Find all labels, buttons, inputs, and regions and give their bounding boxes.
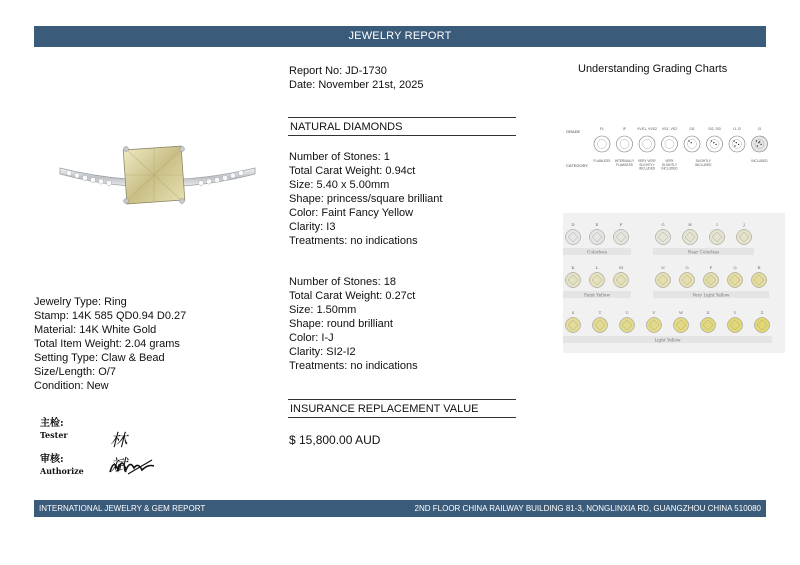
jewelry-type: Jewelry Type: Ring	[34, 296, 127, 308]
insurance-heading: INSURANCE REPLACEMENT VALUE	[288, 399, 516, 418]
clarity-diamond-icon	[729, 136, 745, 152]
natural-diamonds-heading: NATURAL DIAMONDS	[288, 117, 516, 136]
tester-label: 主检: Tester	[40, 418, 68, 440]
clarity-grade-label: SI2, SI3	[708, 127, 721, 131]
color-grading-chart	[563, 213, 785, 353]
material: Material: 14K White Gold	[34, 324, 157, 336]
authorize-signature	[108, 452, 158, 478]
inclusion-dot	[713, 142, 714, 143]
clarity-diamond-icon	[639, 136, 655, 152]
color-category-label: Faint Yellow	[584, 292, 610, 298]
diamond-group-side	[289, 275, 418, 373]
authorize-label: 审核: Authorize	[40, 454, 84, 476]
clarity-diamond-icon	[707, 136, 723, 152]
clarity-category-label: INTERNALLY FLAWLESS	[614, 159, 635, 167]
clarity-grade-label: VS1, VS2	[661, 127, 678, 131]
clarity-grade-label: I1, I2	[733, 127, 741, 131]
report-number: Report No: JD-1730	[289, 65, 387, 77]
color-grade-letter: R	[757, 265, 761, 270]
inclusion-dot	[711, 140, 712, 141]
color-category-label: Near Colorless	[687, 249, 720, 255]
clarity-grade-label: IF	[622, 127, 627, 131]
inclusion-dot	[759, 141, 760, 142]
inclusion-dot	[691, 142, 692, 143]
color-grade-letter: K	[571, 265, 575, 270]
stone-treatments: Treatments: no indications	[289, 235, 418, 247]
carat-weight: Total Carat Weight: 0.27ct	[289, 290, 416, 302]
inclusion-dot	[733, 140, 734, 141]
stone-count: Number of Stones: 1	[289, 151, 390, 163]
clarity-diamond-icon	[684, 136, 700, 152]
color-grade-letter: O	[685, 265, 689, 270]
stone-shape: Shape: round brilliant	[289, 318, 393, 330]
report-meta	[289, 64, 424, 92]
stone-clarity: Clarity: I3	[289, 221, 336, 233]
color-grade-letter: W	[678, 310, 684, 315]
footer-company: INTERNATIONAL JEWELRY & GEM REPORT	[39, 504, 206, 513]
stone-size: Size: 1.50mm	[289, 304, 357, 316]
color-grade-letter: X	[706, 310, 710, 315]
clarity-grade-label: SI1	[689, 127, 695, 131]
clarity-row-label: GRADE	[566, 129, 581, 134]
stamp: Stamp: 14K 585 QD0.94 D0.27	[34, 310, 187, 322]
color-grade-letter: G	[661, 222, 665, 227]
color-category-label: Light Yellow	[654, 337, 681, 343]
stone-clarity: Clarity: SI2-I2	[289, 346, 356, 358]
report-footer-bar	[34, 500, 766, 517]
inclusion-dot	[734, 145, 735, 146]
clarity-chart-content	[566, 127, 768, 171]
clarity-grade-label: VVS1, VVS2	[637, 127, 657, 131]
clarity-diamond-icon	[594, 136, 610, 152]
color-grade-letter: Z	[760, 310, 764, 315]
stone-shape: Shape: princess/square brilliant	[289, 193, 443, 205]
color-category-label: Colorless	[587, 249, 607, 255]
clarity-grade-label: I3	[758, 127, 761, 131]
color-grade-letter: L	[595, 265, 599, 270]
tester-signature: 林斌	[110, 431, 127, 476]
condition: Condition: New	[34, 380, 109, 392]
diamond-group-center	[289, 150, 442, 248]
ring-photo	[55, 140, 260, 220]
insurance-value: $ 15,800.00 AUD	[289, 433, 381, 447]
inclusion-dot	[738, 144, 739, 145]
color-grade-letter: F	[619, 222, 623, 227]
color-grade-letter: S	[571, 310, 575, 315]
clarity-category-label: VERY VERY SLIGHTLY INCLUDED	[637, 159, 657, 171]
color-grade-letter: I	[716, 222, 718, 227]
grading-charts-title: Understanding Grading Charts	[578, 63, 728, 75]
clarity-grade-label: FL	[599, 127, 605, 131]
clarity-diamond-icon	[662, 136, 678, 152]
stone-color: Color: Faint Fancy Yellow	[289, 207, 414, 219]
color-grade-letter: V	[652, 310, 656, 315]
inclusion-dot	[757, 145, 758, 146]
color-grade-letter: T	[598, 310, 602, 315]
item-details	[34, 295, 186, 393]
clarity-diamond-icon	[617, 136, 633, 152]
clarity-diamond-icon	[752, 136, 768, 152]
clarity-grading-chart	[564, 118, 784, 180]
color-grade-letter: Q	[733, 265, 737, 270]
color-grade-letter: D	[571, 222, 575, 227]
color-grade-letter: N	[661, 265, 665, 270]
inclusion-dot	[688, 140, 689, 141]
footer-address: 2ND FLOOR CHINA RAILWAY BUILDING 81-3, NONGLINXIA RD, GUANGZHOU CHINA 510080	[414, 504, 761, 513]
stone-color: Color: I-J	[289, 332, 334, 344]
color-grade-letter: Y	[733, 310, 737, 315]
clarity-category-label: VERY SLIGHTLY INCLUDED	[661, 159, 678, 171]
carat-weight: Total Carat Weight: 0.94ct	[289, 165, 416, 177]
total-item-weight: Total Item Weight: 2.04 grams	[34, 338, 180, 350]
report-title: JEWELRY REPORT	[348, 30, 452, 42]
inclusion-dot	[760, 144, 761, 145]
setting-type: Setting Type: Claw & Bead	[34, 352, 165, 364]
color-grade-letter: P	[709, 265, 713, 270]
stone-size: Size: 5.40 x 5.00mm	[289, 179, 390, 191]
category-row-label: CATEGORY	[566, 163, 589, 168]
color-category-label: Very Light Yellow	[692, 292, 730, 298]
color-grade-letter: E	[595, 222, 599, 227]
stone-count: Number of Stones: 18	[289, 276, 397, 288]
stone-treatments: Treatments: no indications	[289, 360, 418, 372]
color-grade-letter: U	[625, 310, 629, 315]
inclusion-dot	[756, 140, 757, 141]
color-grade-letter: M	[618, 265, 624, 270]
color-grade-letter: H	[688, 222, 692, 227]
clarity-category-label: INCLUDED	[751, 159, 768, 163]
clarity-category-label: FLAWLESS	[593, 159, 611, 163]
inclusion-dot	[715, 144, 716, 145]
clarity-category-label: SLIGHTLY INCLUDED	[695, 159, 712, 167]
inclusion-dot	[736, 142, 737, 143]
report-header-bar	[34, 26, 766, 47]
size-length: Size/Length: O/7	[34, 366, 116, 378]
report-date: Date: November 21st, 2025	[289, 79, 424, 91]
color-grade-letter: J	[743, 222, 745, 227]
